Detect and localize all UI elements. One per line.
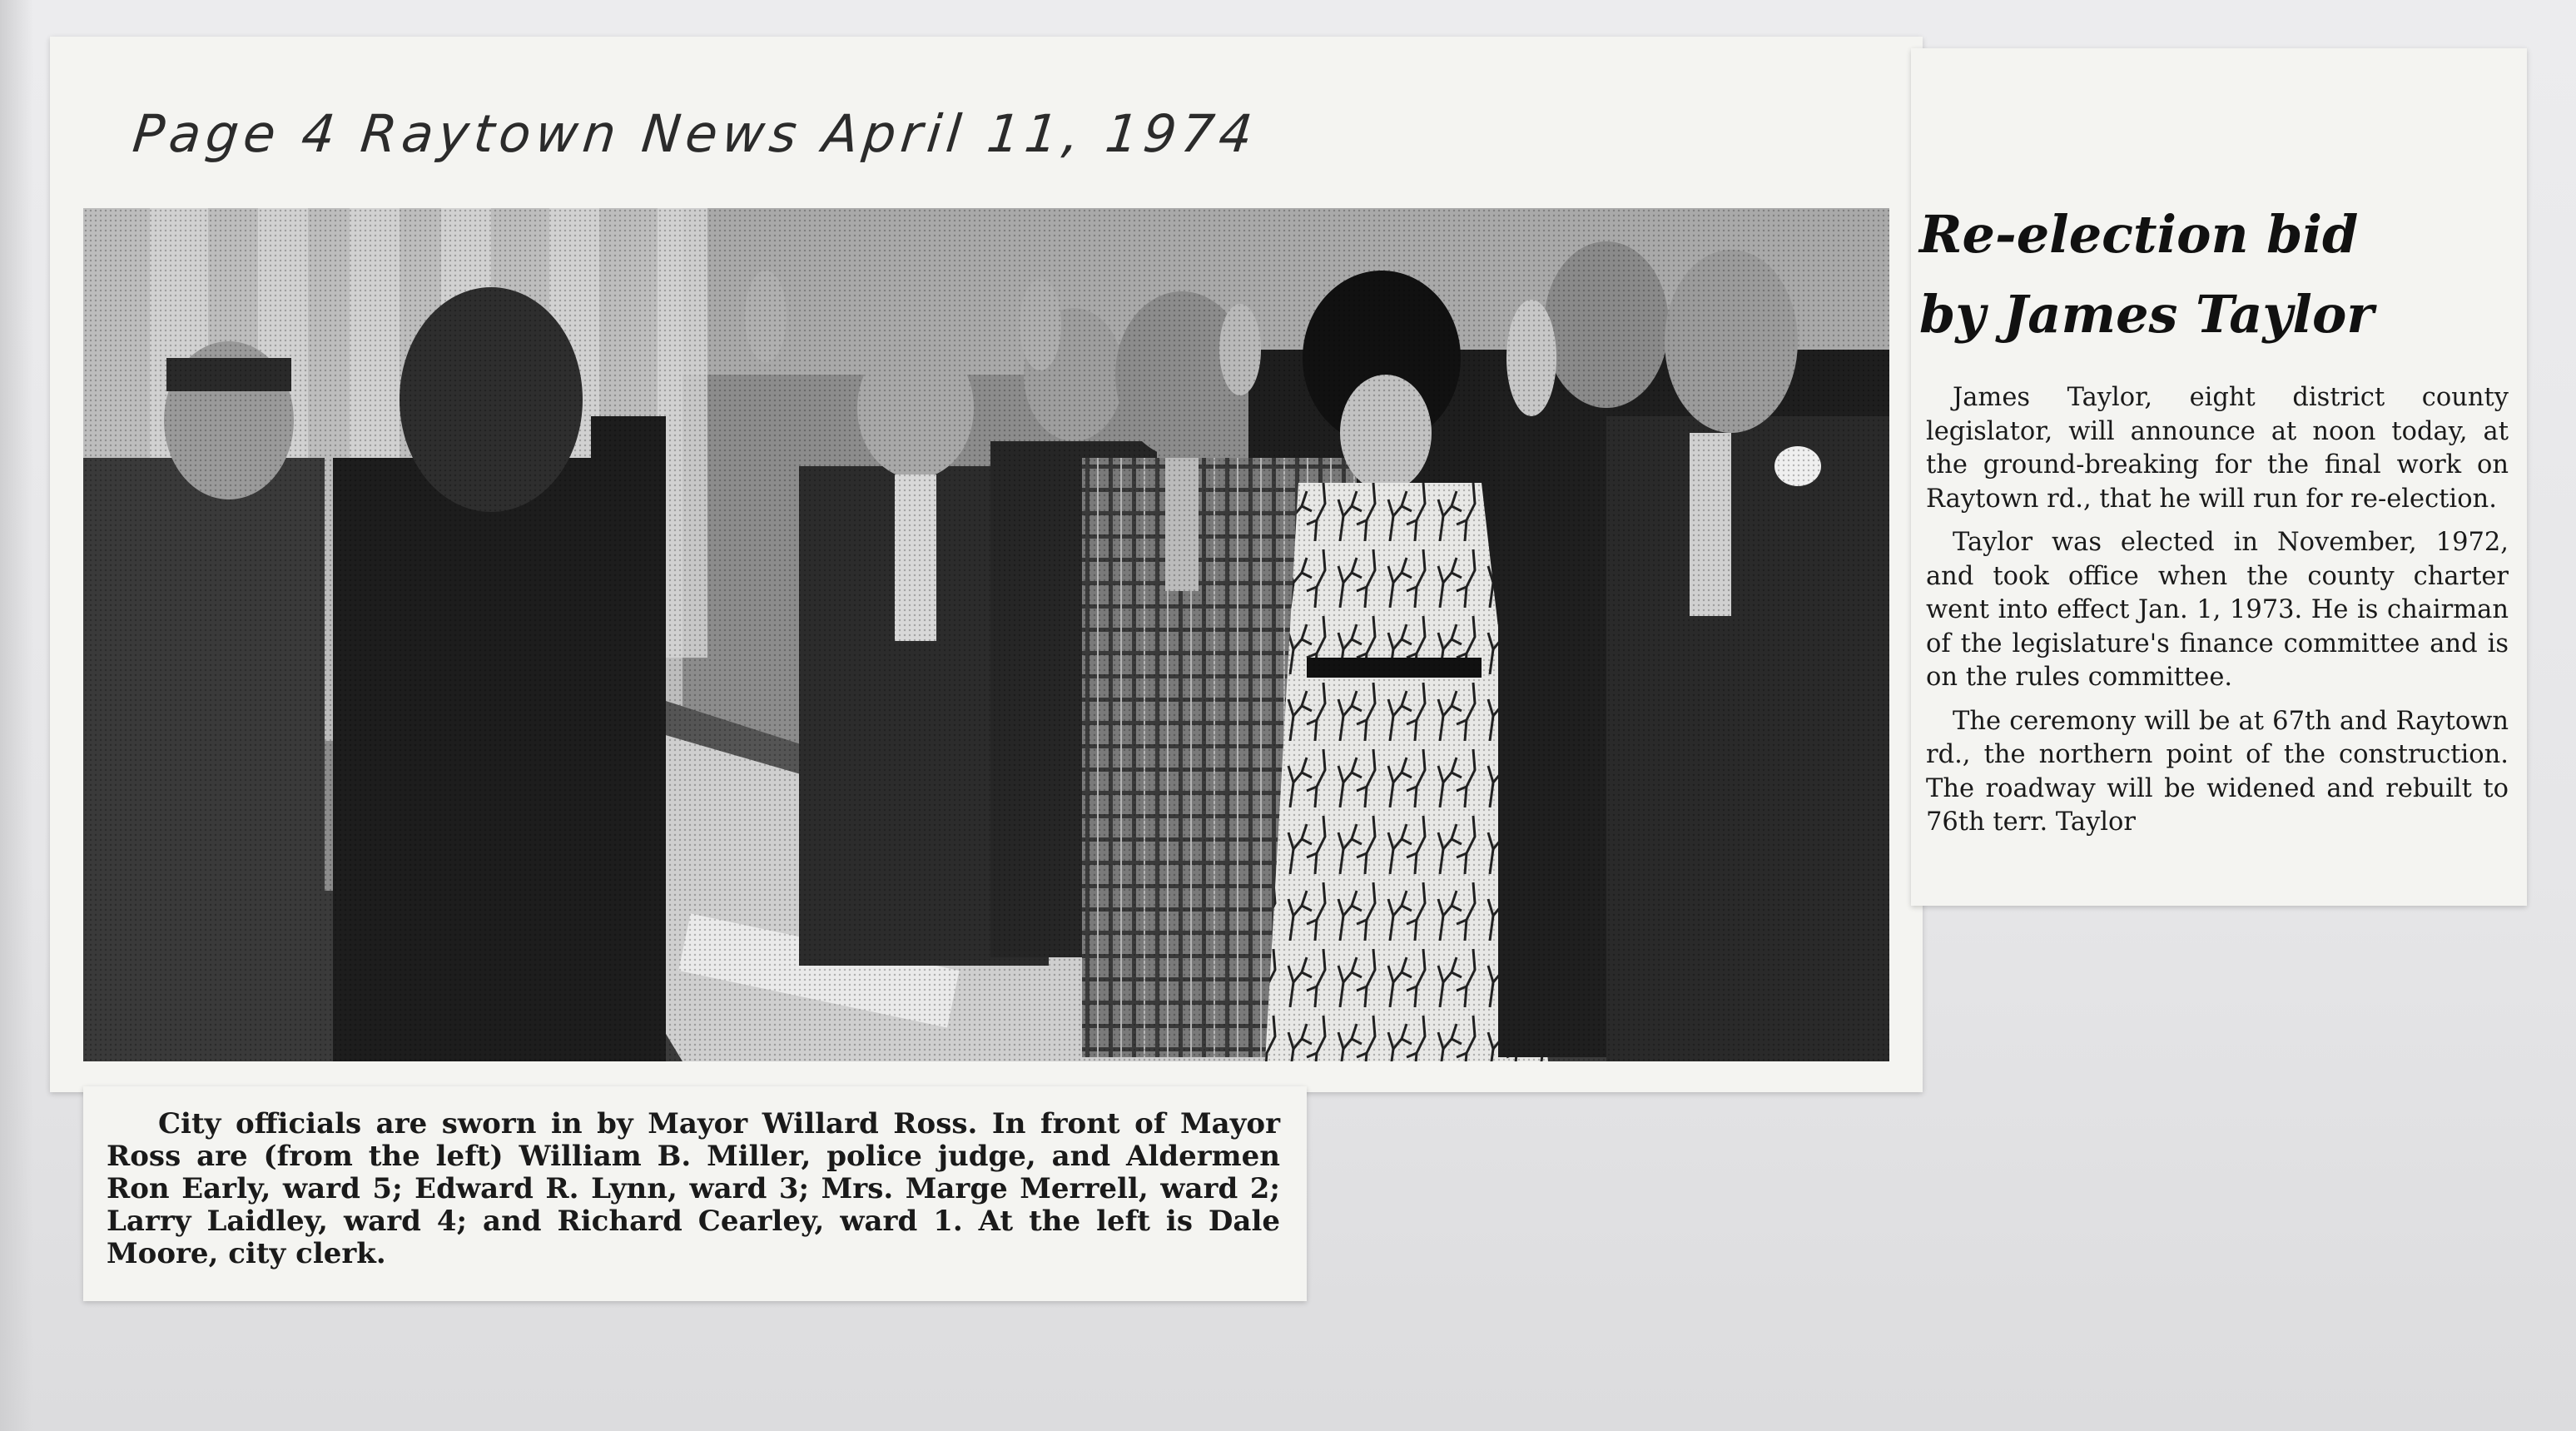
article-paragraph: James Taylor, eight district county legislator, will announce at noon today, at the ground-breaking for the final work on Raytown rd., that he will run for re-election. xyxy=(1926,383,2509,514)
article-headline xyxy=(1919,195,2519,355)
newspaper-photo xyxy=(83,208,1889,1061)
article-body xyxy=(1926,381,2509,850)
photo-caption: City officials are sworn in by Mayor Willard Ross. In front of Mayor Ross are (from the left) William B. Miller, police judge, and Aldermen Ron Early, ward 5; Edward R. Lynn, ward 3; Mrs. Marge Merrell, ward 2; Larry Laidley, ward 4; and Richard Cearley, ward 1. At the left is Dale Moore, city clerk. xyxy=(107,1107,1280,1270)
photo-illustration xyxy=(83,208,1889,1061)
headline-line-2: by James Taylor xyxy=(1919,284,2374,345)
article-clipping xyxy=(1911,48,2527,906)
photo-caption-clipping xyxy=(83,1086,1307,1301)
handwritten-note: Page 4 Raytown News April 11, 1974 xyxy=(130,103,1261,164)
article-paragraph: Taylor was elected in November, 1972, and took office when the county charter went into effect Jan. 1, 1973. He is chairman of the legislature's finance committee and is on the rules committee. xyxy=(1926,528,2509,692)
page-edge-shadow xyxy=(0,0,33,1431)
article-paragraph: The ceremony will be at 67th and Raytown rd., the northern point of the construction. The roadway will be widened and rebuilt to 76th terr. Taylor xyxy=(1926,706,2509,837)
headline-line-1: Re-election bid xyxy=(1919,204,2359,265)
